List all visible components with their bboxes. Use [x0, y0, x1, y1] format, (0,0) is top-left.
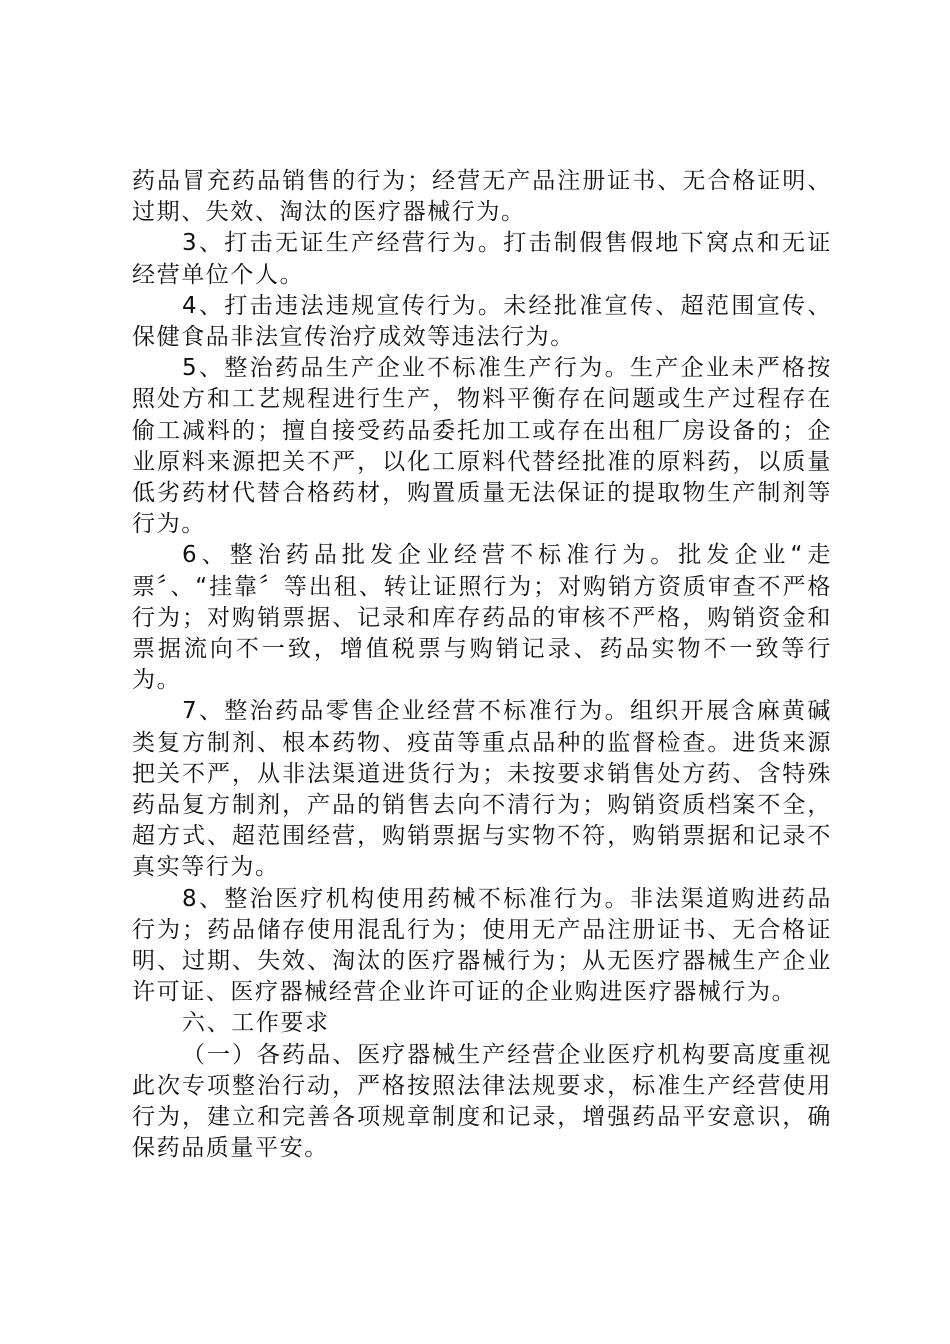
paragraph-item-8: 8、整治医疗机构使用药械不标准行为。非法渠道购进药品行为；药品储存使用混乱行为；使用无产品注册证书、无合格证明、过期、失效、淘汰的医疗器械行为；从无医疗器械生产企业许可证、医疗器械经营企业许可证的企业购进医疗器械行为。 [132, 885, 832, 1006]
paragraph-item-7: 7、整治药品零售企业经营不标准行为。组织开展含麻黄碱类复方制剂、根本药物、疫苗等重点品种的监督检查。进货来源把关不严，从非法渠道进货行为；未按要求销售处方药、含特殊药品复方制剂，产品的销售去向不清行为；购销资质档案不全，超方式、超范围经营，购销票据与实物不符，购销票据和记录不真实等行为。 [132, 698, 832, 881]
document-body [132, 166, 832, 1165]
paragraph-requirement-1: （一）各药品、医疗器械生产经营企业医疗机构要高度重视此次专项整治行动，严格按照法律法规要求，标准生产经营使用行为，建立和完善各项规章制度和记录，增强药品平安意识，确保药品质量平安。 [132, 1041, 832, 1162]
paragraph-item-6: 6、整治药品批发企业经营不标准行为。批发企业“走票〞、“挂靠〞等出租、转让证照行为；对购销方资质审查不严格行为；对购销票据、记录和库存药品的审核不严格，购销资金和票据流向不一致，增值税票与购销记录、药品实物不一致等行为。 [132, 542, 832, 694]
paragraph-item-5: 5、整治药品生产企业不标准生产行为。生产企业未严格按照处方和工艺规程进行生产，物料平衡存在问题或生产过程存在偷工减料的；擅自接受药品委托加工或存在出租厂房设备的；企业原料来源把关不严，以化工原料代替经批准的原料药，以质量低劣药材代替合格药材，购置质量无法保证的提取物生产制剂等行为。 [132, 355, 832, 538]
paragraph-continuation: 药品冒充药品销售的行为；经营无产品注册证书、无合格证明、过期、失效、淘汰的医疗器械行为。 [132, 168, 832, 226]
paragraph-item-4: 4、打击违法违规宣传行为。未经批准宣传、超范围宣传、保健食品非法宣传治疗成效等违法行为。 [132, 292, 832, 351]
paragraph-item-3: 3、打击无证生产经营行为。打击制假售假地下窝点和无证经营单位个人。 [132, 230, 832, 288]
section-heading-work-requirements: 六、工作要求 [182, 1010, 330, 1037]
